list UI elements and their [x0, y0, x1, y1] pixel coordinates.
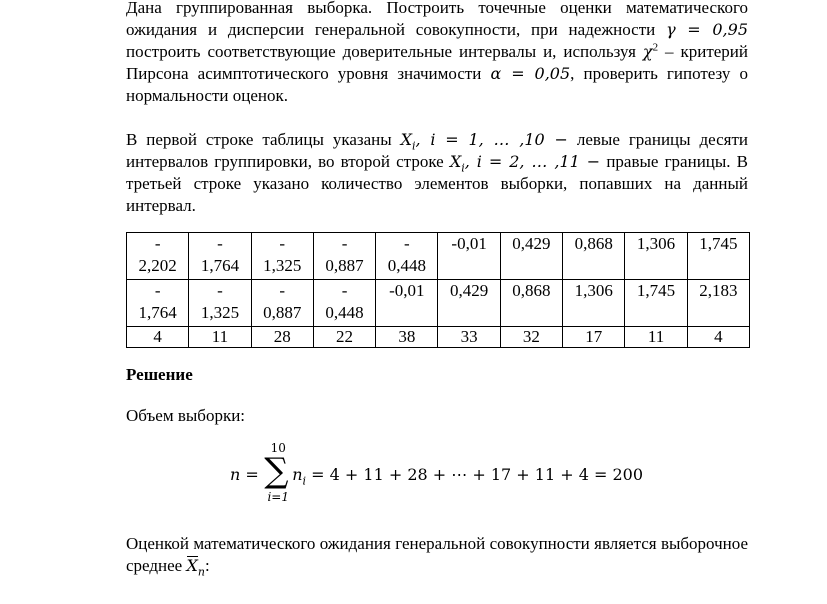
formula-n-subscript: i: [302, 474, 307, 488]
formula-lhs: n =: [230, 465, 259, 484]
table-cell: - 2,202: [127, 233, 189, 280]
table-cell: 33: [438, 327, 500, 348]
table-cell: - 0,887: [251, 280, 313, 327]
table-cell: 38: [376, 327, 438, 348]
table-row-left-bounds: [127, 233, 750, 280]
summation: [264, 440, 292, 504]
table-row-counts: [127, 327, 750, 348]
table-cell: 11: [625, 327, 687, 348]
formula-line: [230, 440, 644, 504]
table-cell: - 0,887: [313, 233, 375, 280]
table-cell: - 1,764: [189, 233, 251, 280]
description-text: правые границы. В третьей строке указано количество элементов выборки, попавших на данный интервал.: [126, 152, 749, 215]
table-cell: 32: [500, 327, 562, 348]
table-cell: 4: [127, 327, 189, 348]
problem-text: , проверить гипотезу о нормальности оценок.: [126, 64, 748, 105]
table-cell: - 1,325: [251, 233, 313, 280]
chi-exponent: 2: [652, 41, 659, 54]
gamma-expression: γ = 0,95: [666, 20, 749, 39]
table-row-right-bounds: [127, 280, 750, 327]
table-cell: 28: [251, 327, 313, 348]
formula-n-i: n: [292, 465, 303, 484]
table-cell: 1,745: [625, 280, 687, 327]
table-cell: - 0,448: [313, 280, 375, 327]
table-cell: -0,01: [376, 280, 438, 327]
sample-size-label: Объем выборки:: [126, 406, 246, 425]
solution-heading: Решение: [126, 365, 193, 384]
sample-mean-subscript: n: [197, 565, 205, 579]
x-i-symbol: X: [400, 130, 412, 149]
table-cell: 0,429: [438, 280, 500, 327]
index-range: , i = 2, … ,11 −: [464, 152, 601, 171]
table-cell: 2,183: [687, 280, 749, 327]
table-cell: - 0,448: [376, 233, 438, 280]
document-page: [126, 0, 748, 577]
sample-mean-symbol: X: [186, 556, 198, 575]
description-text: левые границы десяти интервалов группировки, во второй строке: [126, 130, 749, 171]
x-i-symbol: X: [449, 152, 462, 171]
problem-statement: [126, 0, 748, 107]
table-cell: 4: [687, 327, 749, 348]
table-cell: 1,745: [687, 233, 749, 280]
x-i-subscript: i: [412, 139, 416, 153]
table-cell: - 1,764: [127, 280, 189, 327]
problem-text: – критерий Пирсона асимптотического уровня значимости: [126, 42, 748, 83]
table-cell: 22: [313, 327, 375, 348]
mean-text: :: [204, 556, 210, 575]
chi-symbol: χ: [642, 42, 653, 61]
table-cell: 17: [563, 327, 625, 348]
table-cell: 1,306: [625, 233, 687, 280]
problem-text: построить соответствующие доверительные интервалы и, используя: [126, 42, 643, 61]
sigma-symbol: ∑: [264, 450, 289, 491]
table-cell: 0,868: [563, 233, 625, 280]
table-cell: - 1,325: [189, 280, 251, 327]
alpha-expression: α = 0,05: [490, 64, 571, 83]
table-cell: -0,01: [438, 233, 500, 280]
sum-lower-limit: i=1: [267, 489, 289, 504]
mean-text: Оценкой математического ожидания генеральной совокупности является выборочное среднее: [126, 534, 748, 575]
table-cell: 0,868: [500, 280, 562, 327]
table-cell: 11: [189, 327, 251, 348]
sum-upper-limit: 10: [270, 440, 286, 455]
formula-rhs: = 4 + 11 + 28 + ⋯ + 17 + 11 + 4 = 200: [306, 465, 644, 484]
sample-size-formula: [126, 437, 748, 509]
index-range: , i = 1, … ,10 −: [415, 130, 568, 149]
table-cell: 1,306: [563, 280, 625, 327]
grouped-sample-table: [126, 232, 750, 348]
mean-estimate-text: [126, 533, 748, 577]
problem-text: Дана группированная выборка. Построить точечные оценки математического ожидания и дисперсии генеральной совокупности, при надежности: [126, 0, 748, 39]
table-description: [126, 129, 748, 217]
table-cell: 0,429: [500, 233, 562, 280]
x-i-subscript: i: [461, 161, 465, 175]
description-text: В первой строке таблицы указаны: [126, 130, 401, 149]
